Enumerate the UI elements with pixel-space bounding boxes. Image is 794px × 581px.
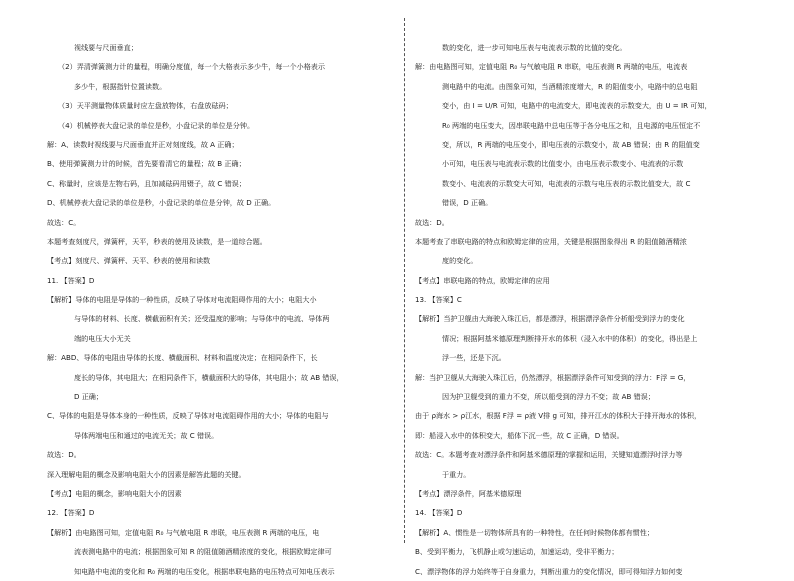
text-line: 与导体的材料、长度、横截面积有关；还受温度的影响；与导体中的电流、导体两: [74, 314, 330, 324]
text-line: 流表测电路中的电流；根据图象可知 R 的阻值随酒精浓度的变化，根据欧姆定律可: [74, 547, 332, 557]
text-line: 浮一些，还是下沉。: [442, 353, 506, 363]
text-line: 【解析】A、惯性是一切物体所具有的一种特性，在任何时候物体都有惯性；: [415, 527, 654, 537]
text-line: C、称量时，应该是左物右码，且加减砝码用镊子，故 C 错误；: [47, 178, 246, 188]
text-line: 度长的导体，其电阻大；在相同条件下，横截面积大的导体，其电阻小；故 AB 错误，: [74, 372, 344, 382]
text-line: 本题考查了串联电路的特点和欧姆定律的应用，关键是根据图象得出 R 的阻值随酒精浓: [415, 236, 687, 246]
text-line: 故选：D。: [47, 450, 81, 460]
text-line: 端的电压大小无关: [74, 333, 131, 343]
text-line: 即：船浸入水中的体积变大，船体下沉一些，故 C 正确，D 错误。: [415, 430, 624, 440]
text-line: 【考点】漂浮条件，阿基米德原理: [415, 488, 522, 498]
text-line: 13. 【答案】C: [415, 295, 462, 305]
text-line: R₀ 两端的电压变大，因串联电路中总电压等于各分电压之和，且电源的电压恒定不: [442, 120, 701, 130]
text-line: 视线要与尺面垂直；: [74, 43, 138, 52]
text-line: 由于 ρ海水 > ρ江水，根据 F浮 = ρ液 V排 g 可知，排开江水的体积大于排开海水的体积，: [415, 411, 702, 421]
text-line: C、导体的电阻是导体本身的一种性质，反映了导体对电流阻碍作用的大小；导体的电阻与: [47, 411, 329, 421]
text-line: 【考点】刻度尺、弹簧秤、天平、秒表的使用和读数: [47, 256, 211, 266]
text-line: （4）机械停表大盘记录的单位是秒，小盘记录的单位是分钟。: [58, 120, 255, 130]
text-line: 错误，D 正确。: [442, 198, 493, 208]
text-line: D 正确；: [74, 392, 103, 402]
text-line: 【解析】导体的电阻是导体的一种性质，反映了导体对电流阻碍作用的大小；电阻大小: [47, 295, 317, 305]
text-line: 解：当护卫舰从大海驶入珠江后，仍然漂浮，根据漂浮条件可知受到的浮力：F浮 = G，: [415, 372, 691, 382]
text-line: 【考点】串联电路的特点，欧姆定律的应用: [415, 275, 550, 285]
text-line: （2）弄清弹簧测力计的量程，明确分度值，每一个大格表示多少牛，每一个小格表示: [58, 62, 325, 72]
text-line: 故选：C。本题考查对漂浮条件和阿基米德原理的掌握和运用，关键知道漂浮时浮力等: [415, 450, 683, 460]
text-line: C、漂浮物体的浮力始终等于自身重力，判断出重力的变化情况，即可得知浮力如何变: [415, 566, 683, 576]
text-line: 变小，由 I = U/R 可知，电路中的电流变大，即电流表的示数变大，由 U = IR 可知，: [442, 101, 712, 111]
text-line: 故选：C。: [47, 217, 81, 227]
text-line: （3）天平测量物体质量时应左盘放物体，右盘放砝码；: [58, 101, 233, 111]
text-line: 11. 【答案】D: [47, 275, 95, 285]
text-line: 【考点】电阻的概念，影响电阻大小的因素: [47, 488, 182, 498]
column-divider: [404, 18, 405, 543]
text-line: 因为护卫舰受到的重力不变，所以船受到的浮力不变；故 AB 错误；: [442, 392, 655, 402]
text-line: 多少牛，根据指针位置读数。: [74, 81, 167, 91]
left-column: [47, 38, 395, 581]
text-line: 12. 【答案】D: [47, 508, 95, 518]
text-line: 本题考查刻度尺，弹簧秤，天平，秒表的使用及读数，是一道综合题。: [47, 236, 267, 246]
text-line: B、使用弹簧测力计的时候，首先要看清它的量程；故 B 正确；: [47, 159, 246, 169]
text-line: 【解析】当护卫舰由大海驶入珠江后，都是漂浮，根据漂浮条件分析船受到浮力的变化: [415, 314, 685, 324]
text-line: 解：A、读数时视线要与尺面垂直并正对刻度线，故 A 正确；: [47, 139, 239, 149]
text-line: B、受到平衡力，飞机静止或匀速运动，加速运动，受非平衡力；: [415, 547, 619, 557]
text-line: 【解析】由电路图可知，定值电阻 R₀ 与气敏电阻 R 串联，电压表测 R 两端的电压，电: [47, 527, 320, 537]
text-line: 解：由电路图可知，定值电阻 R₀ 与气敏电阻 R 串联，电压表测 R 两端的电压，电流表: [415, 62, 688, 72]
text-line: 变，所以，R 两端的电压变小，即电压表的示数变小，故 AB 错误；由 R 的阻值变: [442, 139, 700, 149]
text-line: 14. 【答案】D: [415, 508, 463, 518]
text-line: 于重力。: [442, 469, 471, 479]
text-line: 导体两端电压和通过的电流无关；故 C 错误。: [74, 430, 219, 440]
text-line: 深入理解电阻的概念及影响电阻大小的因素是解答此题的关键。: [47, 469, 246, 479]
text-line: 知电路中电流的变化和 R₀ 两端的电压变化，根据串联电路的电压特点可知电压表示: [74, 566, 335, 576]
text-line: 小可知，电压表与电流表示数的比值变小，由电压表示数变小、电流表的示数: [442, 159, 684, 169]
text-line: 解：ABD、导体的电阻由导体的长度、横截面积、材料和温度决定；在相同条件下，长: [47, 353, 318, 363]
text-line: 测电路中的电流。由图象可知，当酒精浓度增大，R 的阻值变小，电路中的总电阻: [442, 81, 698, 91]
text-line: 数的变化，进一步可知电压表与电流表示数的比值的变化。: [442, 43, 627, 52]
text-line: 情况；根据阿基米德原理判断排开水的体积（浸入水中的体积）的变化，得出是上: [442, 333, 698, 343]
text-line: 数变小、电流表的示数变大可知，电流表的示数与电压表的示数比值变大，故 C: [442, 178, 691, 188]
right-column: [415, 38, 765, 581]
text-line: D、机械停表大盘记录的单位是秒，小盘记录的单位是分钟，故 D 正确。: [47, 198, 276, 208]
text-line: 故选：D。: [415, 217, 449, 227]
text-line: 度的变化。: [442, 256, 478, 266]
